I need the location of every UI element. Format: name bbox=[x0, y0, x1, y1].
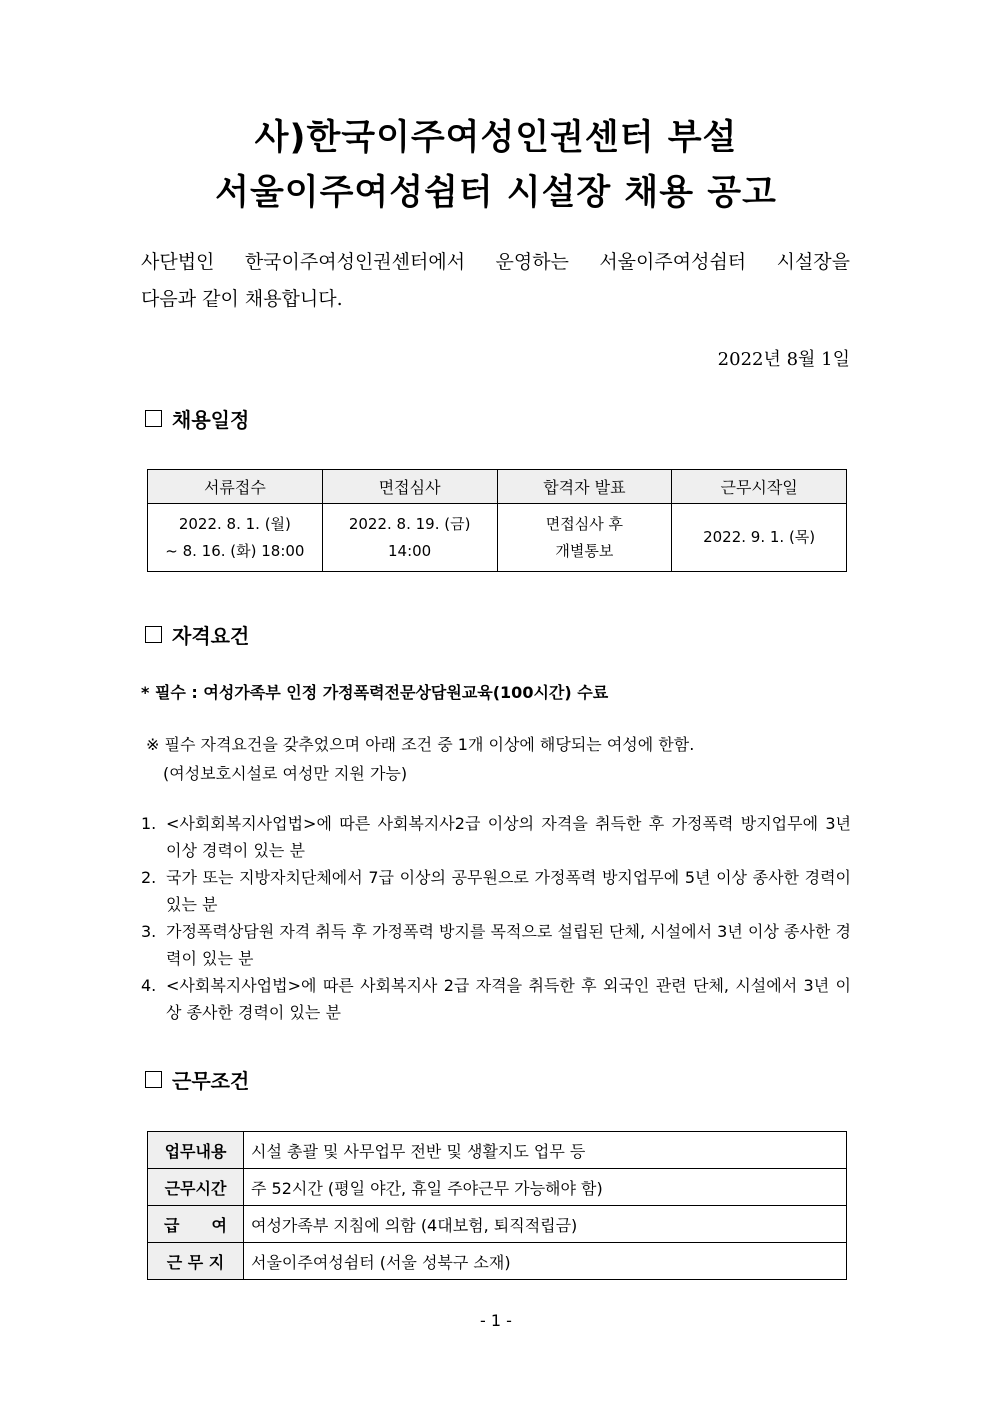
condition-value: 주 52시간 (평일 야간, 휴일 주야근무 가능해야 함) bbox=[244, 1169, 847, 1206]
section-conditions-label: 근무조건 bbox=[172, 1069, 250, 1093]
list-item bbox=[141, 864, 851, 918]
required-qualification: * 필수 : 여성가족부 인정 가정폭력전문상담원교육(100시간) 수료 bbox=[141, 683, 609, 702]
title-line-2: 서울이주여성쉼터 시설장 채용 공고 bbox=[215, 173, 777, 213]
list-item-text: <사회회복지사업법>에 따른 사회복지사2급 이상의 자격을 취득한 후 가정폭력 방지업무에 3년 이상 경력이 있는 분 bbox=[166, 814, 851, 860]
condition-value: 서울이주여성쉼터 (서울 성북구 소재) bbox=[244, 1243, 847, 1280]
schedule-cell bbox=[672, 504, 847, 572]
schedule-header: 합격자 발표 bbox=[497, 470, 672, 504]
schedule-header: 서류접수 bbox=[148, 470, 323, 504]
schedule-cell bbox=[148, 504, 323, 572]
note-line-2: (여성보호시설로 여성만 지원 가능) bbox=[163, 764, 408, 783]
qualification-list bbox=[141, 810, 851, 1026]
list-item-text: 가정폭력상담원 자격 취득 후 가정폭력 방지를 목적으로 설립된 단체, 시설에서 3년 이상 종사한 경력이 있는 분 bbox=[166, 922, 851, 968]
condition-key: 업무내용 bbox=[148, 1132, 244, 1169]
condition-key: 근 무 지 bbox=[148, 1243, 244, 1280]
table-row bbox=[148, 1243, 847, 1280]
schedule-cell-line: 개별통보 bbox=[555, 541, 614, 560]
checkbox-square-icon bbox=[145, 410, 162, 427]
list-item bbox=[141, 972, 851, 1026]
schedule-header: 근무시작일 bbox=[672, 470, 847, 504]
table-row bbox=[148, 1169, 847, 1206]
section-qualification-label: 자격요건 bbox=[172, 624, 250, 648]
list-item-number: 2. bbox=[141, 868, 157, 887]
schedule-cell-line: 면접심사 후 bbox=[545, 514, 623, 533]
section-schedule-heading bbox=[145, 404, 249, 433]
schedule-cell-line: 2022. 8. 1. (월) bbox=[178, 514, 291, 533]
intro-line-2: 다음과 같이 채용합니다. bbox=[141, 288, 343, 310]
schedule-cell bbox=[497, 504, 672, 572]
list-item bbox=[141, 810, 851, 864]
list-item-text: 국가 또는 지방자치단체에서 7급 이상의 공무원으로 가정폭력 방지업무에 5년 이상 종사한 경력이 있는 분 bbox=[166, 868, 851, 914]
condition-value: 여성가족부 지침에 의함 (4대보험, 퇴직적립금) bbox=[244, 1206, 847, 1243]
list-item bbox=[141, 918, 851, 972]
conditions-table bbox=[147, 1131, 847, 1280]
condition-value: 시설 총괄 및 사무업무 전반 및 생활지도 업무 등 bbox=[244, 1132, 847, 1169]
schedule-table bbox=[147, 469, 847, 572]
schedule-cell-line: 2022. 9. 1. (목) bbox=[703, 528, 816, 546]
schedule-cell-line: 2022. 8. 19. (금) bbox=[348, 514, 471, 533]
schedule-cell-line: 14:00 bbox=[388, 541, 432, 560]
checkbox-square-icon bbox=[145, 626, 162, 643]
notice-date: 2022년 8월 1일 bbox=[717, 349, 850, 370]
schedule-cell-line: ~ 8. 16. (화) 18:00 bbox=[165, 541, 305, 560]
list-item-number: 1. bbox=[141, 814, 157, 833]
checkbox-square-icon bbox=[145, 1071, 162, 1088]
intro-line-1: 사단법인 한국이주여성인권센터에서 운영하는 서울이주여성쉼터 시설장을 bbox=[141, 251, 850, 273]
schedule-header: 면접심사 bbox=[322, 470, 497, 504]
list-item-number: 3. bbox=[141, 922, 157, 941]
list-item-text: <사회복지사업법>에 따른 사회복지사 2급 자격을 취득한 후 외국인 관련 단체, 시설에서 3년 이상 종사한 경력이 있는 분 bbox=[166, 976, 851, 1022]
condition-key: 급 여 bbox=[148, 1206, 244, 1243]
note-line-1: ※ 필수 자격요건을 갖추었으며 아래 조건 중 1개 이상에 해당되는 여성에 한함. bbox=[146, 735, 695, 754]
section-schedule-label: 채용일정 bbox=[172, 408, 250, 432]
section-qualification-heading bbox=[145, 620, 249, 649]
condition-key: 근무시간 bbox=[148, 1169, 244, 1206]
table-row bbox=[148, 1132, 847, 1169]
table-row bbox=[148, 1206, 847, 1243]
list-item-number: 4. bbox=[141, 976, 157, 995]
schedule-cell bbox=[322, 504, 497, 572]
section-conditions-heading bbox=[145, 1065, 249, 1094]
title-line-1: 사)한국이주여성인권센터 부설 bbox=[254, 118, 738, 158]
page-number: - 1 - bbox=[480, 1311, 512, 1330]
